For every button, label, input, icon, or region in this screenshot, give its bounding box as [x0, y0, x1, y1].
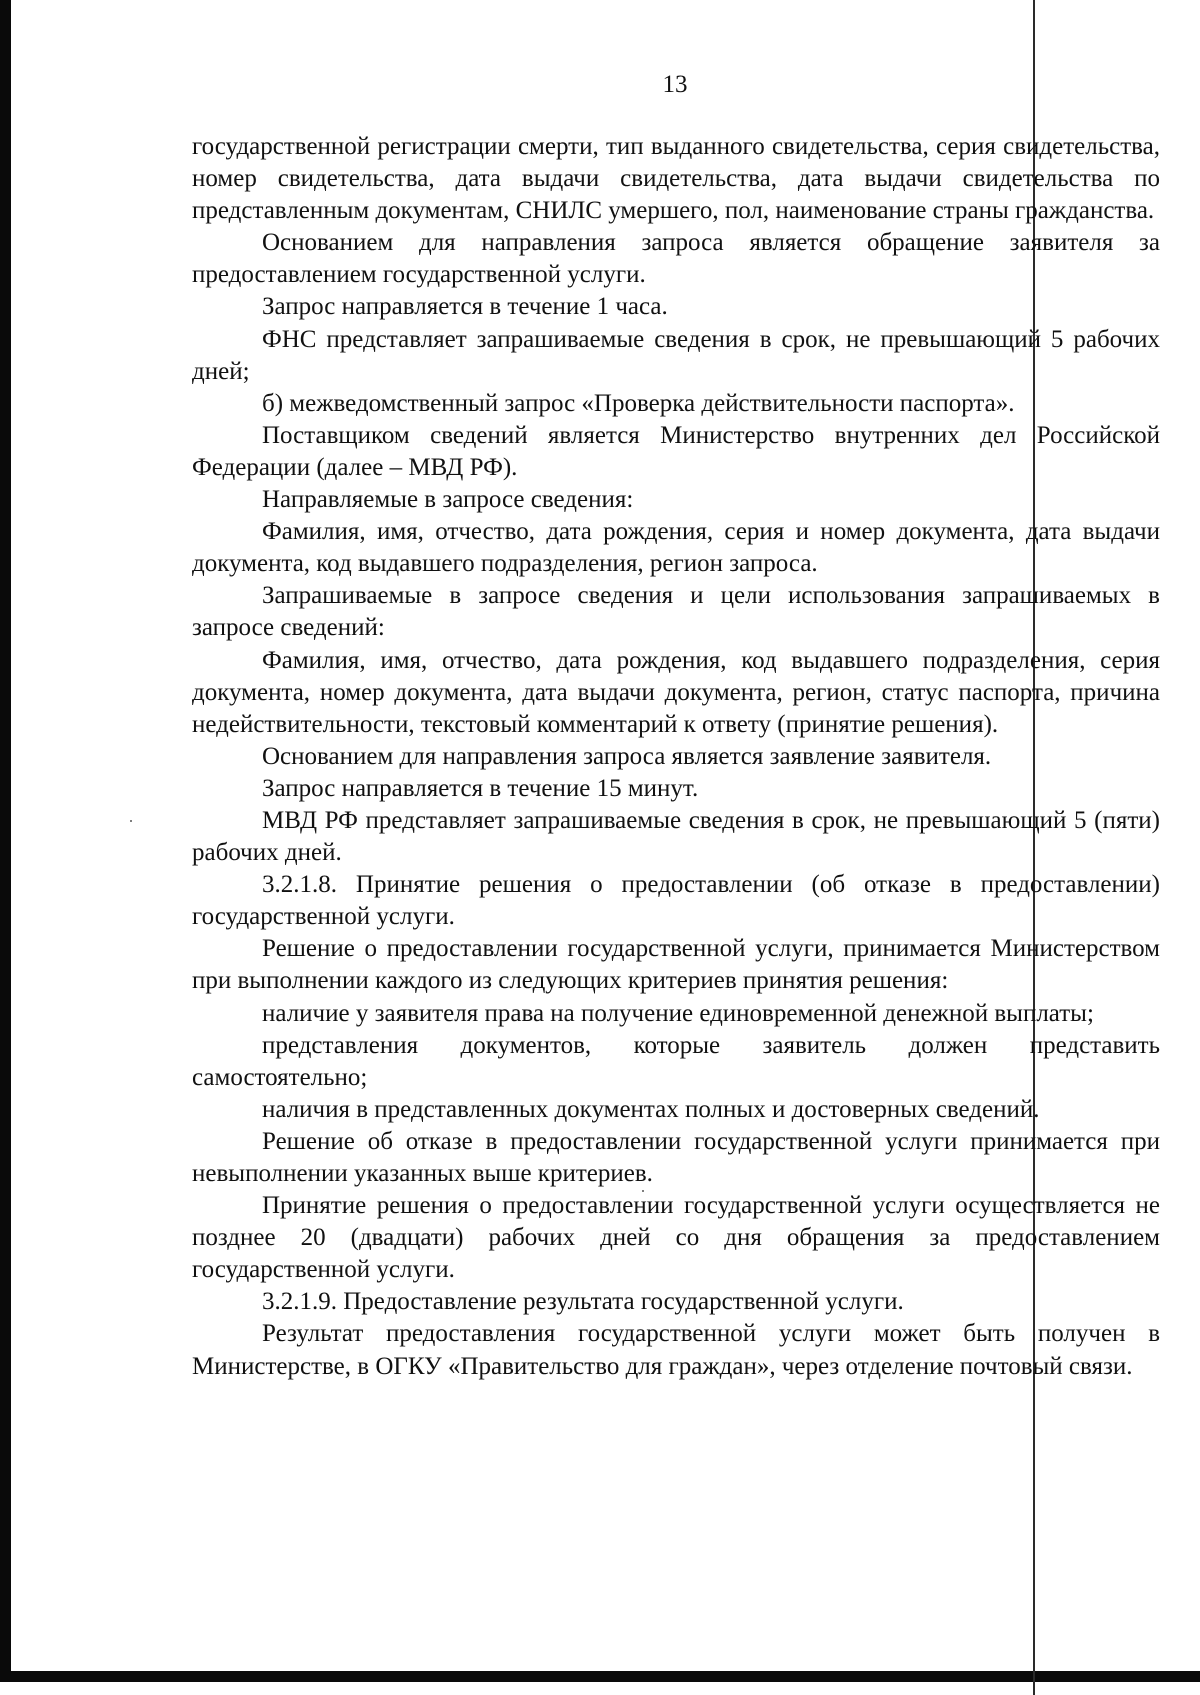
paragraph: Решение о предоставлении государственной услуги, принимается Министерством при выполнении каждого из следующих критериев принятия решения:: [192, 935, 1160, 995]
paragraph: Запрашиваемые в запросе сведения и цели использования запрашиваемых в запросе сведений:: [192, 582, 1160, 642]
paragraph: Принятие решения о предоставлении государственной услуги осуществляется не позднее 20 (двадцати) рабочих дней со дня обращения за предоставлением государственной услуги.: [192, 1192, 1160, 1284]
paragraph: Решение об отказе в предоставлении государственной услуги принимается при невыполнении указанных выше критериев.: [192, 1127, 1160, 1187]
paragraph: Фамилия, имя, отчество, дата рождения, код выдавшего подразделения, серия документа, номер документа, дата выдачи документа, регион, статус паспорта, причина недействительности, текстовый комментарий к ответу (принятие решения).: [192, 646, 1160, 738]
paragraph: Фамилия, имя, отчество, дата рождения, серия и номер документа, дата выдачи документа, код выдавшего подразделения, регион запроса.: [192, 518, 1160, 578]
paragraph: государственной регистрации смерти, тип выданного свидетельства, серия свидетельства, номер свидетельства, дата выдачи свидетельства, дата выдачи свидетельства по представленным документам, СНИЛС умершего, пол, наименование страны гражданства.: [192, 133, 1160, 225]
paragraph: Поставщиком сведений является Министерство внутренних дел Российской Федерации (далее – МВД РФ).: [192, 421, 1160, 481]
paragraph: 3.2.1.9. Предоставление результата государственной услуги.: [262, 1288, 904, 1316]
paragraph: наличие у заявителя права на получение единовременной денежной выплаты;: [262, 999, 1094, 1027]
scan-edge-left: [0, 0, 11, 1682]
paragraph: Запрос направляется в течение 15 минут.: [262, 774, 699, 802]
paragraph: Запрос направляется в течение 1 часа.: [262, 293, 668, 321]
paragraph: Направляемые в запросе сведения:: [262, 486, 634, 514]
page-number: 13: [662, 71, 688, 98]
paragraph: наличия в представленных документах полных и достоверных сведений.: [262, 1095, 1040, 1123]
scan-edge-bottom: [0, 1671, 1200, 1682]
document-body: [192, 131, 1160, 1383]
paragraph: б) межведомственный запрос «Проверка действительности паспорта».: [262, 389, 1015, 417]
paragraph: МВД РФ представляет запрашиваемые сведения в срок, не превышающий 5 (пяти) рабочих дней.: [192, 806, 1160, 867]
paragraph: Основанием для направления запроса является обращение заявителя за предоставлением государственной услуги.: [192, 229, 1160, 289]
paragraph: ФНС представляет запрашиваемые сведения в срок, не превышающий 5 рабочих дней;: [192, 325, 1160, 385]
scan-speck: [130, 820, 132, 822]
paragraph: 3.2.1.8. Принятие решения о предоставлении (об отказе в предоставлении) государственной услуги.: [192, 871, 1160, 931]
paragraph: представления документов, которые заявитель должен представить самостоятельно;: [192, 1031, 1160, 1091]
paragraph: Основанием для направления запроса является заявление заявителя.: [262, 742, 992, 770]
paragraph: Результат предоставления государственной услуги может быть получен в Министерстве, в ОГКУ «Правительство для граждан», через отделение почтовый связи.: [192, 1320, 1160, 1380]
